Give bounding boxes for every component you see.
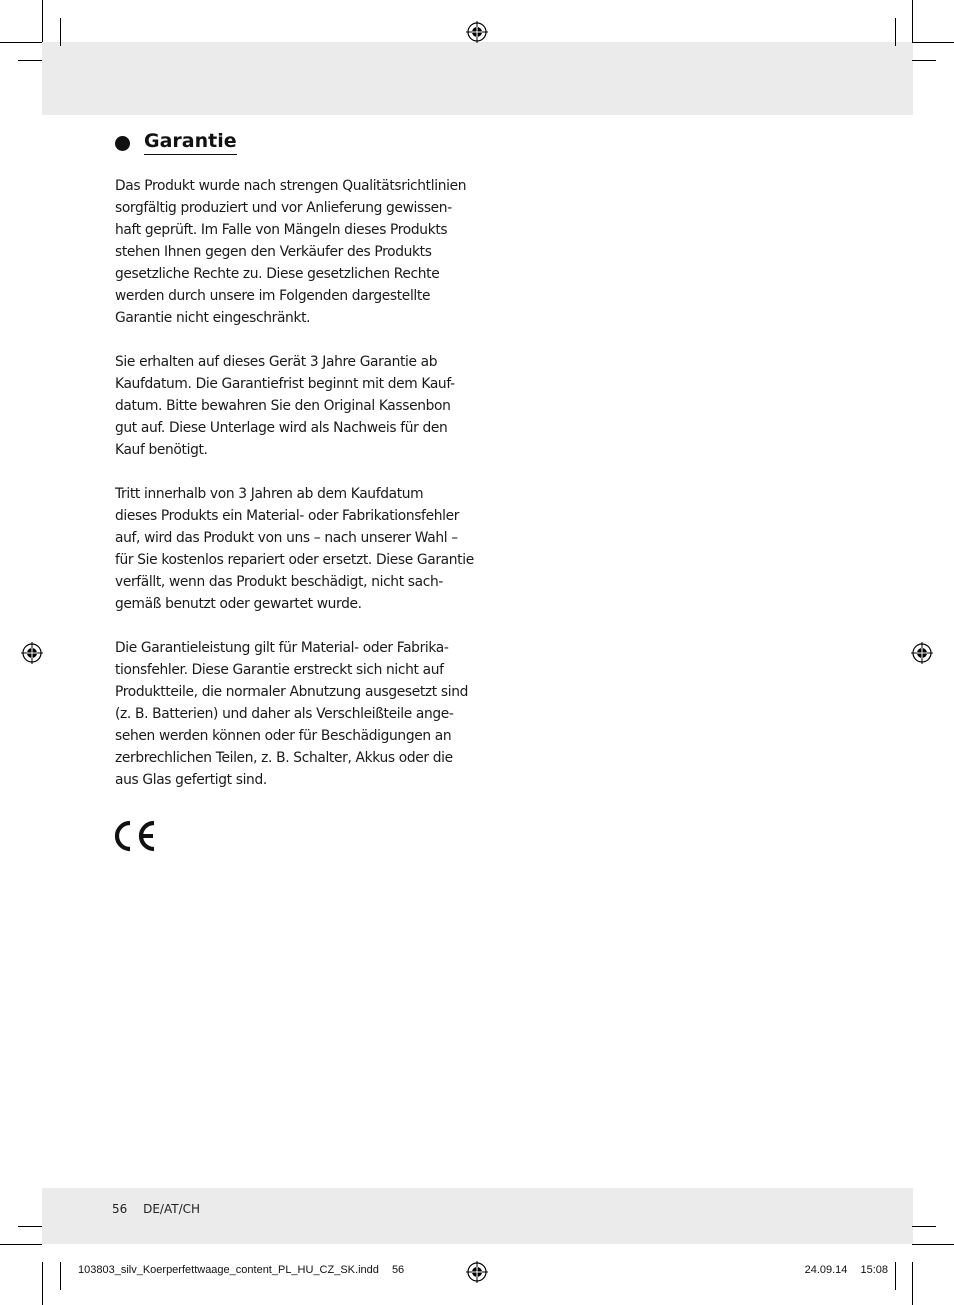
- region-label: DE/AT/CH: [143, 1202, 201, 1216]
- text-line: für Sie kostenlos repariert oder ersetzt. Diese Garantie: [115, 552, 474, 568]
- text-line: gut auf. Diese Unterlage wird als Nachweis für den: [115, 420, 448, 436]
- text-line: datum. Bitte bewahren Sie den Original Kassenbon: [115, 398, 451, 414]
- section-title: Garantie: [144, 129, 237, 155]
- print-slug-file: [78, 1264, 404, 1276]
- text-line: Kauf benötigt.: [115, 442, 208, 458]
- slug-filename: 103803_silv_Koerperfettwaage_content_PL_HU_CZ_SK.indd: [78, 1264, 379, 1276]
- text-line: tionsfehler. Diese Garantie erstreckt sich nicht auf: [115, 662, 444, 678]
- text-line: Kaufdatum. Die Garantiefrist beginnt mit dem Kauf-: [115, 376, 455, 392]
- slug-time: 15:08: [860, 1264, 888, 1276]
- text-line: Das Produkt wurde nach strengen Qualitätsrichtlinien: [115, 178, 467, 194]
- text-line: werden durch unsere im Folgenden dargestellte: [115, 288, 431, 304]
- text-line: Sie erhalten auf dieses Gerät 3 Jahre Garantie ab: [115, 354, 438, 370]
- registration-mark-icon: [466, 1261, 488, 1283]
- text-line: gesetzliche Rechte zu. Diese gesetzlichen Rechte: [115, 266, 440, 282]
- header-band: [42, 42, 913, 115]
- page-footer: [112, 1202, 200, 1216]
- text-line: haft geprüft. Im Falle von Mängeln dieses Produkts: [115, 222, 448, 238]
- text-line: stehen Ihnen gegen den Verkäufer des Produkts: [115, 244, 432, 260]
- slug-page: 56: [391, 1264, 405, 1276]
- registration-mark-icon: [466, 21, 488, 43]
- text-line: Tritt innerhalb von 3 Jahren ab dem Kaufdatum: [115, 486, 424, 502]
- text-line: aus Glas gefertigt sind.: [115, 772, 267, 788]
- page-number: 56: [112, 1202, 128, 1216]
- text-line: auf, wird das Produkt von uns – nach unserer Wahl –: [115, 530, 458, 546]
- text-line: (z. B. Batterien) und daher als Verschleißteile ange-: [115, 706, 454, 722]
- registration-mark-icon: [911, 642, 933, 664]
- registration-mark-icon: [21, 642, 43, 664]
- text-line: sehen werden können oder für Beschädigungen an: [115, 728, 452, 744]
- paragraph: [115, 351, 471, 461]
- text-line: gemäß benutzt oder gewartet wurde.: [115, 596, 362, 612]
- text-line: Garantie nicht eingeschränkt.: [115, 310, 311, 326]
- paragraph: [115, 637, 471, 791]
- text-line: sorgfältig produziert und vor Anlieferung gewissen-: [115, 200, 452, 216]
- bullet-icon: [115, 136, 130, 151]
- text-line: dieses Produkts ein Material- oder Fabrikationsfehler: [115, 508, 460, 524]
- section-heading: [115, 127, 237, 157]
- slug-date: 24.09.14: [804, 1264, 848, 1276]
- text-line: verfällt, wenn das Produkt beschädigt, nicht sach-: [115, 574, 443, 590]
- text-line: zerbrechlichen Teilen, z. B. Schalter, Akkus oder die: [115, 750, 453, 766]
- paragraph: [115, 483, 474, 615]
- text-line: Produktteile, die normaler Abnutzung ausgesetzt sind: [115, 684, 469, 700]
- print-slug-timestamp: [805, 1264, 888, 1276]
- text-line: Die Garantieleistung gilt für Material- oder Fabrika-: [115, 640, 449, 656]
- warranty-text: [115, 175, 474, 813]
- paragraph: [115, 175, 471, 329]
- ce-mark-icon: [114, 820, 158, 852]
- footer-band: [42, 1188, 913, 1244]
